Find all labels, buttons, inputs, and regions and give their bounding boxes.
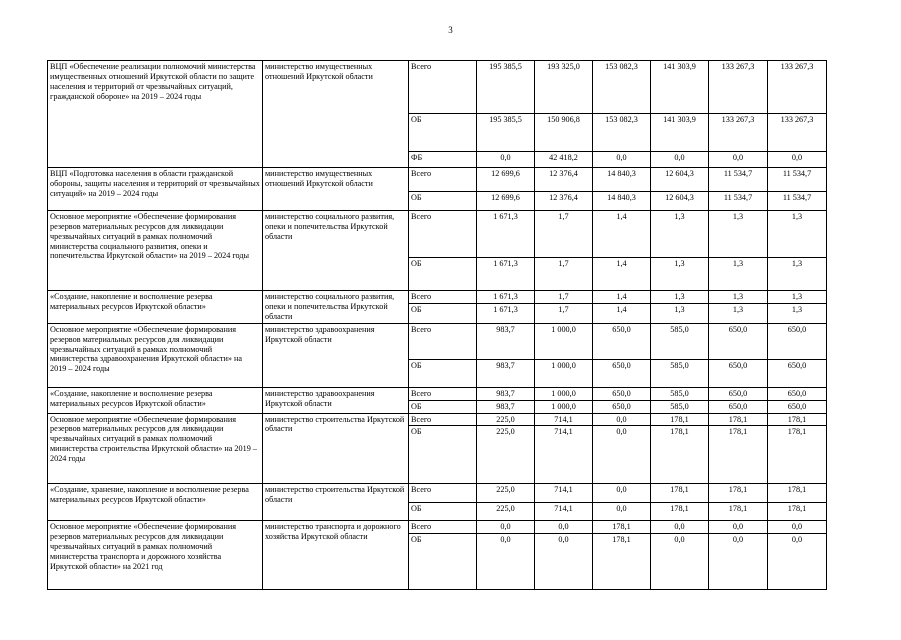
executor-cell: министерство здравоохранения Иркутской области [263,323,409,387]
amount-cell: 0,0 [535,534,593,590]
amount-cell: 1 671,3 [477,258,535,291]
funding-source-cell: Всего [409,291,477,304]
amount-cell: 0,0 [593,152,651,168]
funding-source-cell: Всего [409,521,477,534]
amount-cell: 1,4 [593,291,651,304]
program-name-cell: «Создание, хранение, накопление и восполнение резерва материальных ресурсов Иркутской области» [48,484,263,521]
amount-cell: 650,0 [709,387,768,400]
amount-cell: 178,1 [709,503,768,521]
amount-cell: 1 671,3 [477,211,535,258]
amount-cell: 714,1 [535,413,593,426]
amount-cell: 178,1 [651,503,709,521]
executor-cell: министерство строительства Иркутской области [263,413,409,484]
amount-cell: 1,7 [535,258,593,291]
funding-source-cell: ОБ [409,192,477,211]
amount-cell: 0,0 [593,503,651,521]
amount-cell: 1 000,0 [535,323,593,359]
table-row [48,211,827,258]
amount-cell: 1,3 [709,211,768,258]
amount-cell: 1 000,0 [535,387,593,400]
amount-cell: 650,0 [768,359,827,387]
funding-source-cell: Всего [409,323,477,359]
amount-cell: 178,1 [651,426,709,484]
executor-cell: министерство социального развития, опеки и попечительства Иркутской области [263,211,409,291]
amount-cell: 195 385,5 [477,114,535,152]
amount-cell: 12 604,3 [651,192,709,211]
table-row [48,61,827,114]
page-number: 3 [448,25,453,35]
amount-cell: 12 376,4 [535,192,593,211]
amount-cell: 585,0 [651,359,709,387]
table-body [48,61,827,590]
amount-cell: 0,0 [768,152,827,168]
amount-cell: 0,0 [709,534,768,590]
table-row [48,484,827,503]
amount-cell: 178,1 [768,413,827,426]
amount-cell: 1,7 [535,303,593,323]
funding-source-cell: Всего [409,413,477,426]
amount-cell: 1,7 [535,291,593,304]
amount-cell: 1,3 [768,303,827,323]
amount-cell: 153 082,3 [593,114,651,152]
amount-cell: 225,0 [477,426,535,484]
table-row [48,323,827,359]
amount-cell: 195 385,5 [477,61,535,114]
program-name-cell: Основное мероприятие «Обеспечение формирования резервов материальных ресурсов для ликвидации чрезвычайных ситуаций в рамках полномочий министерства социального развития, опеки и попечительства Иркутской области» на 2019 – 2024 годы [48,211,263,291]
funding-source-cell: ОБ [409,534,477,590]
amount-cell: 11 534,7 [709,168,768,192]
amount-cell: 650,0 [709,323,768,359]
funding-source-cell: ОБ [409,303,477,323]
amount-cell: 1 671,3 [477,291,535,304]
program-name-cell: Основное мероприятие «Обеспечение формирования резервов материальных ресурсов для ликвидации чрезвычайных ситуаций в рамках полномочий министерства строительства Иркутской области» на 2019 – 2024 годы [48,413,263,484]
amount-cell: 650,0 [768,387,827,400]
amount-cell: 0,0 [477,152,535,168]
amount-cell: 12 699,6 [477,168,535,192]
amount-cell: 178,1 [593,521,651,534]
amount-cell: 11 534,7 [768,168,827,192]
amount-cell: 650,0 [768,400,827,413]
amount-cell: 650,0 [593,359,651,387]
funding-source-cell: ОБ [409,114,477,152]
executor-cell: министерство социального развития, опеки и попечительства Иркутской области [263,291,409,324]
executor-cell: министерство строительства Иркутской области [263,484,409,521]
funding-source-cell: ОБ [409,400,477,413]
amount-cell: 153 082,3 [593,61,651,114]
amount-cell: 0,0 [709,152,768,168]
amount-cell: 141 303,9 [651,61,709,114]
amount-cell: 1,3 [709,303,768,323]
amount-cell: 133 267,3 [709,61,768,114]
amount-cell: 0,0 [593,413,651,426]
amount-cell: 178,1 [709,426,768,484]
amount-cell: 178,1 [768,426,827,484]
amount-cell: 0,0 [709,521,768,534]
funding-source-cell: Всего [409,168,477,192]
amount-cell: 1,3 [651,258,709,291]
amount-cell: 983,7 [477,400,535,413]
amount-cell: 1,3 [651,211,709,258]
program-name-cell: Основное мероприятие «Обеспечение формирования резервов материальных ресурсов для ликвидации чрезвычайных ситуаций в рамках полномочий министерства здравоохранения Иркутской области» на 2019 – 2024 годы [48,323,263,387]
amount-cell: 178,1 [593,534,651,590]
table-row [48,291,827,304]
amount-cell: 1,3 [768,258,827,291]
amount-cell: 585,0 [651,387,709,400]
amount-cell: 650,0 [768,323,827,359]
amount-cell: 0,0 [477,521,535,534]
amount-cell: 650,0 [593,400,651,413]
amount-cell: 178,1 [651,484,709,503]
amount-cell: 11 534,7 [768,192,827,211]
amount-cell: 133 267,3 [768,114,827,152]
amount-cell: 1,3 [651,303,709,323]
funding-source-cell: ОБ [409,359,477,387]
program-name-cell: «Создание, накопление и восполнение резерва материальных ресурсов Иркутской области» [48,387,263,413]
program-name-cell: ВЦП «Обеспечение реализации полномочий министерства имущественных отношений Иркутской области по защите населения и территорий от чрезвычайных ситуаций, гражданской обороне» на 2019 – 2024 годы [48,61,263,168]
funding-source-cell: Всего [409,484,477,503]
amount-cell: 12 604,3 [651,168,709,192]
amount-cell: 178,1 [768,503,827,521]
executor-cell: министерство здравоохранения Иркутской области [263,387,409,413]
amount-cell: 0,0 [768,534,827,590]
executor-cell: министерство имущественных отношений Иркутской области [263,61,409,168]
funding-source-cell: ОБ [409,258,477,291]
amount-cell: 1 000,0 [535,400,593,413]
amount-cell: 1 671,3 [477,303,535,323]
executor-cell: министерство транспорта и дорожного хозяйства Иркутской области [263,521,409,590]
amount-cell: 1,3 [709,291,768,304]
amount-cell: 983,7 [477,323,535,359]
amount-cell: 0,0 [593,426,651,484]
funding-source-cell: ОБ [409,503,477,521]
funding-source-cell: ФБ [409,152,477,168]
amount-cell: 12 699,6 [477,192,535,211]
amount-cell: 983,7 [477,387,535,400]
table-row [48,387,827,400]
amount-cell: 714,1 [535,484,593,503]
amount-cell: 133 267,3 [768,61,827,114]
amount-cell: 1,4 [593,211,651,258]
funding-source-cell: Всего [409,61,477,114]
amount-cell: 714,1 [535,426,593,484]
amount-cell: 0,0 [768,521,827,534]
amount-cell: 1,3 [768,291,827,304]
amount-cell: 983,7 [477,359,535,387]
amount-cell: 1,4 [593,303,651,323]
executor-cell: министерство имущественных отношений Иркутской области [263,168,409,211]
table-row [48,168,827,192]
amount-cell: 650,0 [593,323,651,359]
amount-cell: 714,1 [535,503,593,521]
amount-cell: 225,0 [477,503,535,521]
amount-cell: 1,3 [651,291,709,304]
amount-cell: 133 267,3 [709,114,768,152]
amount-cell: 178,1 [651,413,709,426]
amount-cell: 11 534,7 [709,192,768,211]
amount-cell: 1,3 [768,211,827,258]
amount-cell: 1,3 [709,258,768,291]
amount-cell: 178,1 [709,484,768,503]
amount-cell: 0,0 [651,152,709,168]
amount-cell: 42 418,2 [535,152,593,168]
amount-cell: 650,0 [709,400,768,413]
amount-cell: 141 303,9 [651,114,709,152]
program-name-cell: ВЦП «Подготовка населения в области гражданской обороны, защиты населения и территорий от чрезвычайных ситуаций» на 2019 – 2024 годы [48,168,263,211]
amount-cell: 12 376,4 [535,168,593,192]
amount-cell: 225,0 [477,484,535,503]
program-name-cell: Основное мероприятие «Обеспечение формирования резервов материальных ресурсов для ликвидации чрезвычайных ситуаций в рамках полномочий министерства транспорта и дорожного хозяйства Иркутской области» на 2021 год [48,521,263,590]
funding-source-cell: ОБ [409,426,477,484]
program-name-cell: «Создание, накопление и восполнение резерва материальных ресурсов Иркутской области» [48,291,263,324]
funding-source-cell: Всего [409,387,477,400]
table-row [48,521,827,534]
amount-cell: 1 000,0 [535,359,593,387]
amount-cell: 0,0 [593,484,651,503]
amount-cell: 193 325,0 [535,61,593,114]
amount-cell: 14 840,3 [593,192,651,211]
amount-cell: 585,0 [651,323,709,359]
budget-table [47,60,827,590]
amount-cell: 0,0 [651,521,709,534]
amount-cell: 150 906,8 [535,114,593,152]
amount-cell: 0,0 [651,534,709,590]
amount-cell: 650,0 [709,359,768,387]
amount-cell: 178,1 [709,413,768,426]
amount-cell: 1,7 [535,211,593,258]
amount-cell: 0,0 [477,534,535,590]
amount-cell: 585,0 [651,400,709,413]
amount-cell: 0,0 [535,521,593,534]
amount-cell: 14 840,3 [593,168,651,192]
amount-cell: 178,1 [768,484,827,503]
table-row [48,413,827,426]
amount-cell: 1,4 [593,258,651,291]
amount-cell: 650,0 [593,387,651,400]
amount-cell: 225,0 [477,413,535,426]
funding-source-cell: Всего [409,211,477,258]
